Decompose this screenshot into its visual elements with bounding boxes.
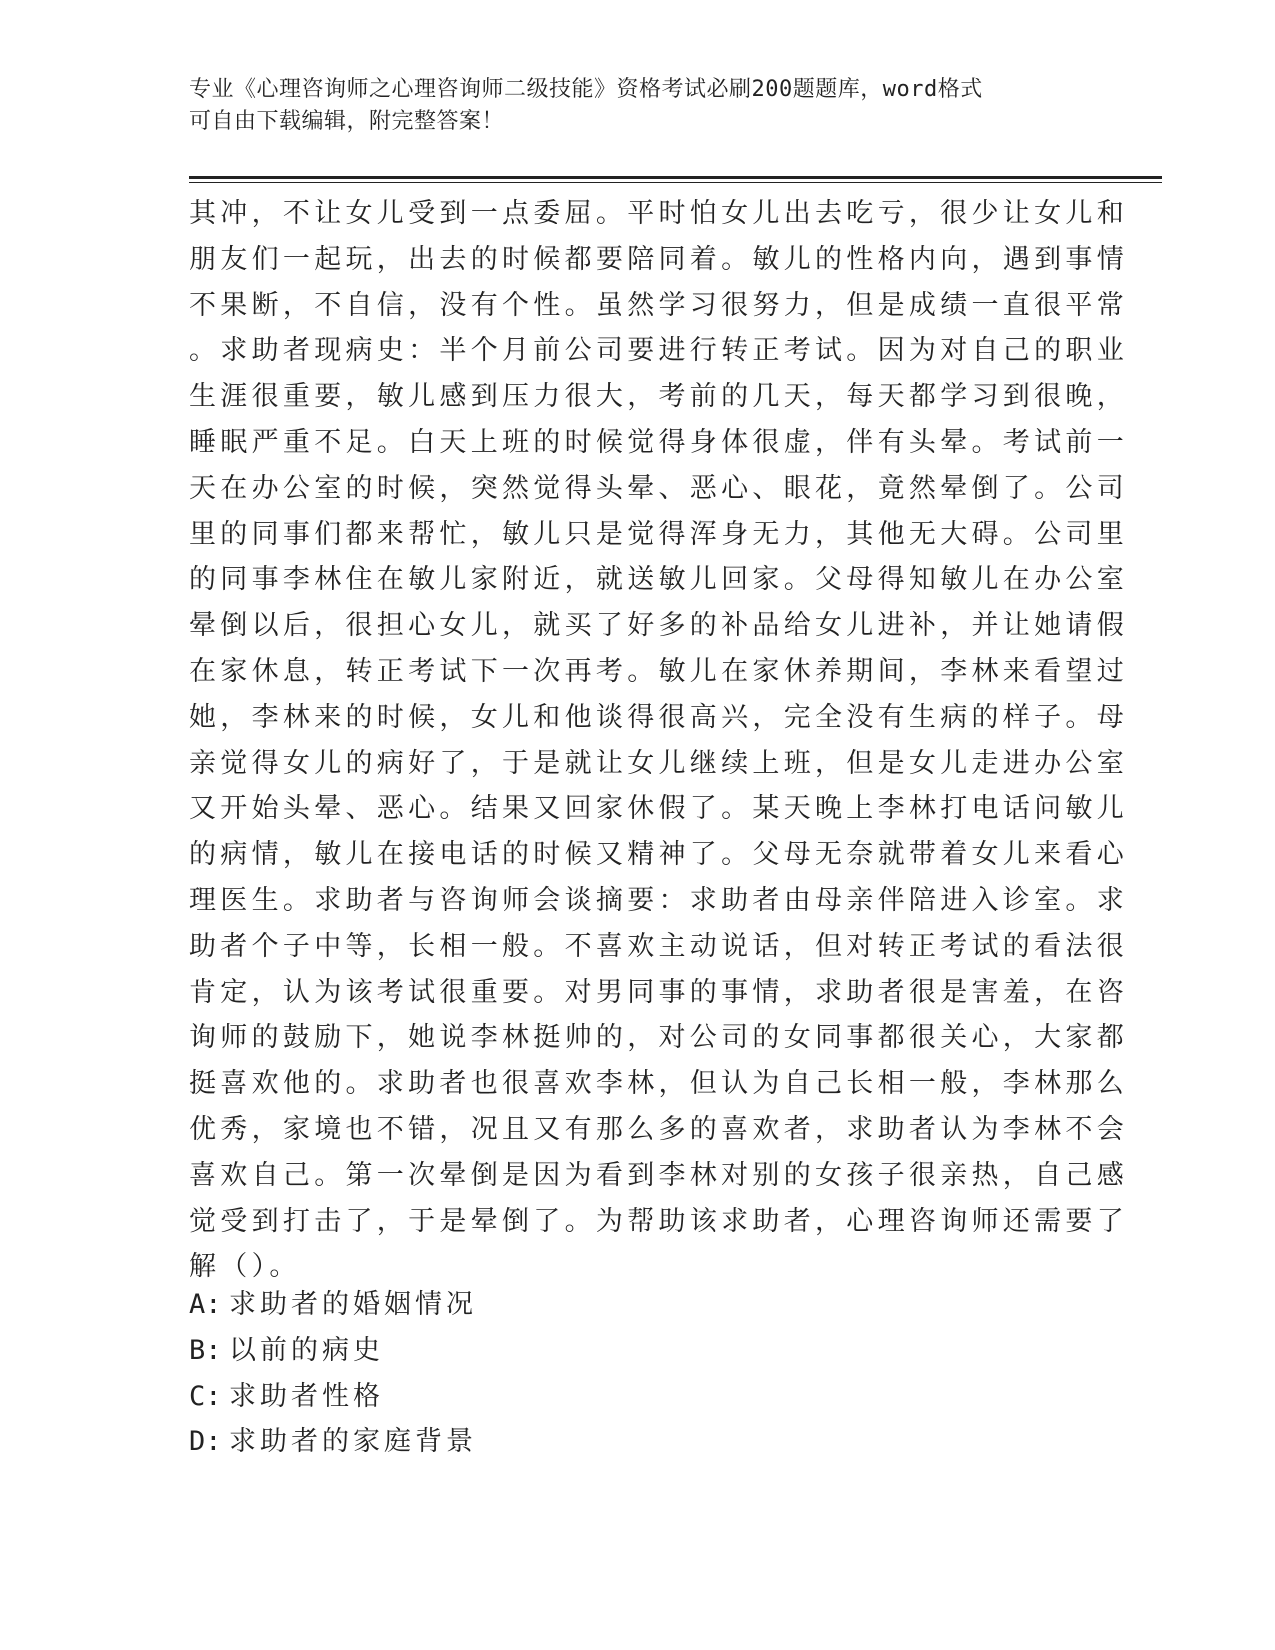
option-b — [189, 1328, 1064, 1374]
option-letter: D: — [189, 1426, 222, 1458]
option-d — [189, 1419, 1064, 1465]
question-line: 不果断，不自信，没有个性。虽然学习很努力，但是成绩一直很平常 — [189, 289, 1128, 321]
option-letter: C: — [189, 1380, 222, 1412]
question-line: 生涯很重要，敏儿感到压力很大，考前的几天，每天都学习到很晚， — [189, 381, 1128, 413]
header-divider-thick — [189, 176, 1162, 179]
answer-options — [189, 1282, 1064, 1465]
question-line: 亲觉得女儿的病好了，于是就让女儿继续上班，但是女儿走进办公室 — [189, 747, 1128, 779]
option-text: 以前的病史 — [229, 1334, 384, 1366]
question-line: 睡眠严重不足。白天上班的时候觉得身体很虚，伴有头晕。考试前一 — [189, 426, 1128, 458]
question-line: 里的同事们都来帮忙，敏儿只是觉得浑身无力，其他无大碍。公司里 — [189, 518, 1128, 550]
question-line: 的同事李林住在敏儿家附近，就送敏儿回家。父母得知敏儿在办公室 — [189, 564, 1128, 596]
question-line: 。求助者现病史：半个月前公司要进行转正考试。因为对自己的职业 — [189, 335, 1128, 367]
question-line: 晕倒以后，很担心女儿，就买了好多的补品给女儿进补，并让她请假 — [189, 610, 1128, 642]
question-line: 又开始头晕、恶心。结果又回家休假了。某天晚上李林打电话问敏儿 — [189, 793, 1128, 825]
question-line: 喜欢自己。第一次晕倒是因为看到李林对别的女孩子很亲热，自己感 — [189, 1159, 1128, 1191]
question-line: 其冲，不让女儿受到一点委屈。平时怕女儿出去吃亏，很少让女儿和 — [189, 198, 1128, 229]
question-line: 解（）。 — [189, 1251, 301, 1283]
question-line: 觉受到打击了，于是晕倒了。为帮助该求助者，心理咨询师还需要了 — [189, 1205, 1128, 1237]
question-line: 的病情，敏儿在接电话的时候又精神了。父母无奈就带着女儿来看心 — [189, 839, 1128, 871]
header-divider-thin — [189, 182, 1162, 183]
question-line: 天在办公室的时候，突然觉得头晕、恶心、眼花，竟然晕倒了。公司 — [189, 472, 1128, 504]
option-text: 求助者性格 — [229, 1380, 384, 1412]
option-text: 求助者的婚姻情况 — [229, 1289, 477, 1320]
page-header: 专业《心理咨询师之心理咨询师二级技能》资格考试必刷200题题库，word格式 可自由下载编辑，附完整答案！ — [189, 77, 983, 134]
question-line: 她，李林来的时候，女儿和他谈得很高兴，完全没有生病的样子。母 — [189, 701, 1128, 733]
option-c — [189, 1374, 1064, 1420]
option-letter: B: — [189, 1334, 222, 1366]
option-text: 求助者的家庭背景 — [229, 1426, 477, 1458]
question-line: 肯定，认为该考试很重要。对男同事的事情，求助者很是害羞，在咨 — [189, 976, 1128, 1008]
question-line: 挺喜欢他的。求助者也很喜欢李林，但认为自己长相一般，李林那么 — [189, 1068, 1128, 1100]
question-body — [189, 191, 1128, 1290]
option-a — [189, 1282, 1064, 1328]
question-line: 理医生。求助者与咨询师会谈摘要：求助者由母亲伴陪进入诊室。求 — [189, 884, 1128, 916]
option-letter: A: — [189, 1289, 222, 1320]
question-line: 朋友们一起玩，出去的时候都要陪同着。敏儿的性格内向，遇到事情 — [189, 243, 1128, 275]
question-line: 在家休息，转正考试下一次再考。敏儿在家休养期间，李林来看望过 — [189, 655, 1128, 687]
question-line: 助者个子中等，长相一般。不喜欢主动说话，但对转正考试的看法很 — [189, 930, 1128, 962]
question-line: 询师的鼓励下，她说李林挺帅的，对公司的女同事都很关心，大家都 — [189, 1022, 1128, 1054]
question-line: 优秀，家境也不错，况且又有那么多的喜欢者，求助者认为李林不会 — [189, 1113, 1128, 1145]
